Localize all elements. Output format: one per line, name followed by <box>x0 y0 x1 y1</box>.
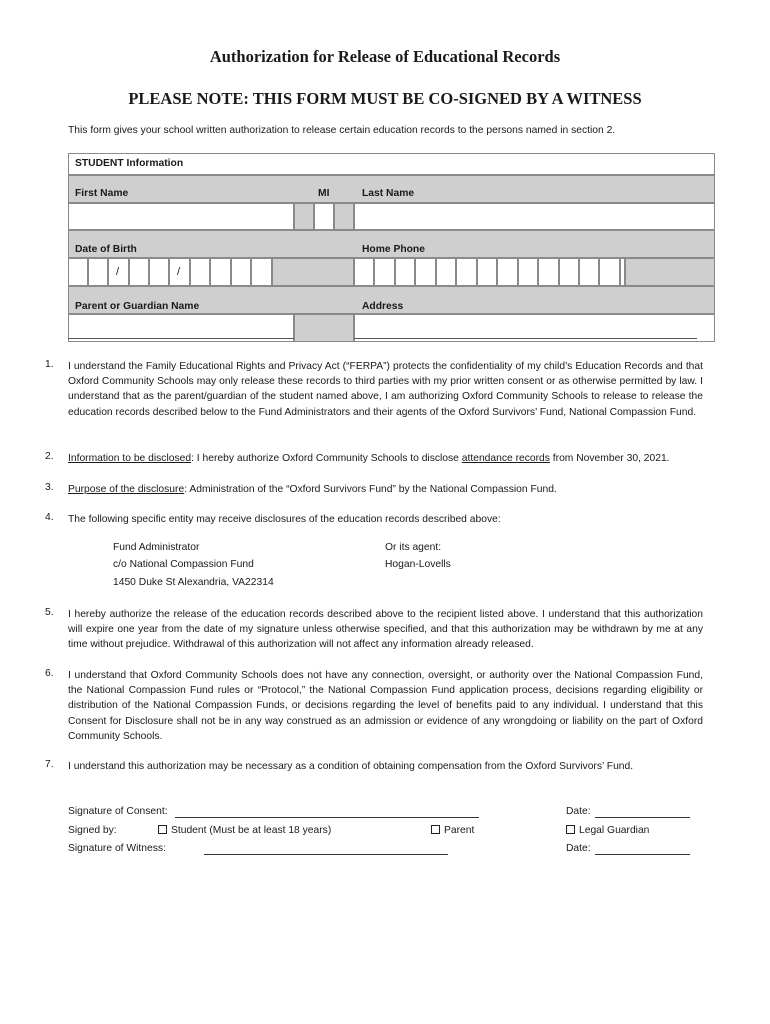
dob-digit-box[interactable] <box>190 258 210 286</box>
phone-digit-box[interactable] <box>415 258 436 286</box>
first-name-field[interactable] <box>68 203 294 230</box>
phone-digit-box[interactable] <box>579 258 599 286</box>
spacer-cell <box>294 203 314 230</box>
attendance-records: attendance records <box>461 453 550 464</box>
phone-digit-box[interactable] <box>538 258 559 286</box>
guardian-name-label: Parent or Guardian Name <box>75 301 200 312</box>
disclosure-text: : I hereby authorize Oxford Community Schools to disclose <box>191 453 462 464</box>
no-oversight-paragraph: I understand that Oxford Community Schools does not have any connection, oversight, or authority over the National Compassion Fund, the National Compassion Fund rules or “Protocol,” the National Compassion Fund application process, decisions regarding eligibility or distribution of the National Compassion Funds, or decisions regarding the level of benefits paid to any individual. I understand that this Consent for Disclosure shall not be in any way construed as an admission or evidence of any wrongdoing or liability on the part of Oxford Community Schools. <box>68 670 703 742</box>
spacer-cell <box>334 203 354 230</box>
consent-date-label: Date: <box>566 806 591 817</box>
recipient-line: c/o National Compassion Fund <box>113 559 254 570</box>
parent-checkbox-option[interactable] <box>431 825 474 836</box>
consent-signature-label: Signature of Consent: <box>68 806 168 817</box>
item-number: 7. <box>45 759 54 770</box>
purpose-text: : Administration of the “Oxford Survivors Fund” by the National Compassion Fund. <box>184 484 557 495</box>
agent-label: Or its agent: <box>385 542 442 553</box>
address-underline <box>354 338 697 339</box>
dob-digit-box[interactable] <box>210 258 231 286</box>
purpose-paragraph <box>68 482 703 497</box>
dob-digit-box[interactable] <box>231 258 251 286</box>
condition-paragraph: I understand this authorization may be necessary as a condition of obtaining compensation from the Oxford Survivors’ Fund. <box>68 761 634 772</box>
home-phone-label: Home Phone <box>362 244 425 255</box>
item-number: 2. <box>45 451 54 462</box>
phone-digit-box[interactable] <box>436 258 456 286</box>
signed-by-label: Signed by: <box>68 825 117 836</box>
mi-label: MI <box>318 188 330 199</box>
phone-digit-box[interactable] <box>456 258 477 286</box>
checkbox-icon[interactable] <box>431 825 440 834</box>
spacer-cell <box>625 258 715 286</box>
dob-digit-box[interactable] <box>68 258 88 286</box>
item-number: 6. <box>45 668 54 679</box>
first-name-label: First Name <box>75 188 129 199</box>
disclosure-heading: Information to be disclosed <box>68 453 192 464</box>
guardian-checkbox-option[interactable] <box>566 825 649 836</box>
witness-date-label: Date: <box>566 843 591 854</box>
item-number: 1. <box>45 359 54 370</box>
consent-signature-line[interactable] <box>175 817 479 818</box>
phone-digit-box[interactable] <box>497 258 518 286</box>
last-name-field[interactable] <box>354 203 715 230</box>
spacer-cell <box>272 258 354 286</box>
guardian-name-underline <box>68 338 294 339</box>
recipient-address: 1450 Duke St Alexandria, VA22314 <box>113 577 274 588</box>
dob-digit-box[interactable] <box>251 258 272 286</box>
phone-digit-box[interactable] <box>354 258 374 286</box>
witness-signature-label: Signature of Witness: <box>68 843 166 854</box>
recipient-line: Fund Administrator <box>113 542 200 553</box>
phone-digit-box[interactable] <box>599 258 620 286</box>
address-label: Address <box>362 301 404 312</box>
last-name-label: Last Name <box>362 188 415 199</box>
ferpa-paragraph: I understand the Family Educational Rights and Privacy Act (“FERPA”) protects the confidentiality of my child’s Education Records and that Oxford Community Schools may only release these records to third parties with my prior written consent or as otherwise permitted by law. I understand that as the parent/guardian of the student named above, I am authorizing Oxford Community Schools to release to release the education records described below to the Fund Administrators and their agents of the Oxford Survivors’ Fund, National Compassion Fund. <box>68 361 703 418</box>
dob-digit-box[interactable] <box>149 258 169 286</box>
parent-option-label: Parent <box>444 825 475 836</box>
phone-digit-box[interactable] <box>374 258 395 286</box>
dob-digit-box[interactable] <box>129 258 149 286</box>
spacer-cell <box>294 314 354 342</box>
phone-digit-box[interactable] <box>395 258 415 286</box>
item-number: 5. <box>45 607 54 618</box>
guardian-option-label: Legal Guardian <box>579 825 650 836</box>
purpose-heading: Purpose of the disclosure <box>68 484 185 495</box>
consent-date-line[interactable] <box>595 817 690 818</box>
disclosure-date: from November 30, 2021. <box>549 453 670 464</box>
item-number: 3. <box>45 482 54 493</box>
checkbox-icon[interactable] <box>158 825 167 834</box>
dob-label: Date of Birth <box>75 244 137 255</box>
witness-date-line[interactable] <box>595 854 690 855</box>
witness-notice: PLEASE NOTE: THIS FORM MUST BE CO-SIGNED BY A WITNESS <box>128 89 642 108</box>
dob-separator: / <box>116 266 120 278</box>
student-information-form <box>68 153 715 342</box>
intro-text: This form gives your school written authorization to release certain education records to the persons named in section 2. <box>68 125 616 136</box>
phone-digit-box[interactable] <box>559 258 579 286</box>
phone-digit-box[interactable] <box>477 258 497 286</box>
dob-digit-box[interactable] <box>88 258 108 286</box>
entity-paragraph: The following specific entity may receive disclosures of the education records described above: <box>68 514 501 525</box>
dob-separator: / <box>177 266 181 278</box>
expiration-paragraph: I hereby authorize the release of the education records described above to the recipient listed above. I understand that this authorization will expire one year from the date of my signature unless otherwise specified, and that this authorization may be withdrawn by me at any time without prejudice. Withdrawal of this authorization will not affect any information already released. <box>68 609 703 651</box>
disclosure-paragraph <box>68 451 703 466</box>
item-number: 4. <box>45 512 54 523</box>
student-checkbox-option[interactable] <box>158 825 331 836</box>
checkbox-icon[interactable] <box>566 825 575 834</box>
section-title: STUDENT Information <box>75 158 184 169</box>
phone-digit-box[interactable] <box>518 258 538 286</box>
witness-signature-line[interactable] <box>204 854 448 855</box>
mi-field[interactable] <box>314 203 334 230</box>
document-title: Authorization for Release of Educational Records <box>209 47 561 66</box>
student-option-label: Student (Must be at least 18 years) <box>171 825 332 836</box>
agent-name: Hogan-Lovells <box>385 559 451 570</box>
